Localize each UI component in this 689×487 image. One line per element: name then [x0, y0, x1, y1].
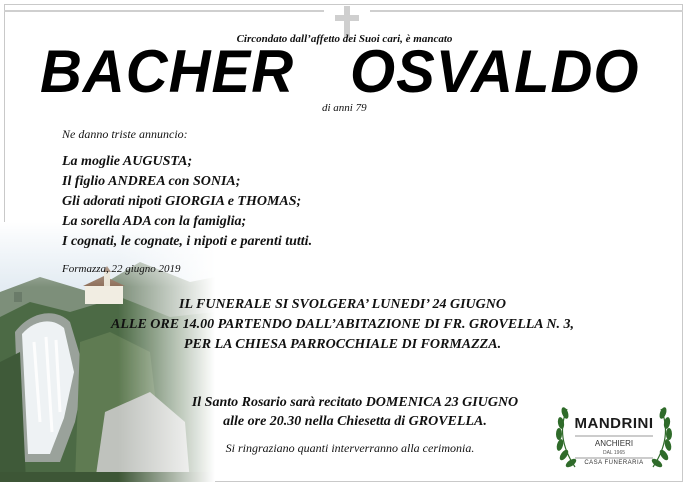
surname: BACHER	[40, 37, 295, 106]
funeral-line: ALLE ORE 14.00 PARTENDO DALL’ABITAZIONE DI FR. GROVELLA N. 3,	[111, 317, 574, 332]
funeral-home-logo	[553, 403, 675, 473]
family-item: I cognati, le cognate, i nipoti e parenti tutti.	[62, 234, 313, 249]
funeral-line: PER LA CHIESA PARROCCHIALE DI FORMAZZA.	[183, 337, 502, 352]
given-name: OSVALDO	[350, 37, 640, 106]
announce-line: Ne danno triste annuncio:	[62, 127, 188, 141]
family-item: La moglie AUGUSTA;	[62, 154, 193, 169]
family-item: Il figlio ANDREA con SONIA;	[62, 174, 241, 189]
logo-subtitle: CASA FUNERARIA	[584, 460, 644, 466]
frame-top-line-right	[370, 10, 683, 12]
rosary-info	[120, 393, 590, 431]
family-list	[62, 152, 312, 252]
logo-brand: MANDRINI	[574, 415, 654, 432]
funeral-line: IL FUNERALE SI SVOLGERA’ LUNEDI’ 24 GIUGNO	[179, 297, 506, 312]
funeral-info	[60, 295, 625, 355]
thanks-line: Si ringraziano quanti interverranno alla cerimonia.	[225, 441, 475, 455]
place-date: Formazza, 22 giugno 2019	[62, 263, 181, 275]
intro-line: Circondato dall’affetto dei Suoi cari, è mancato	[236, 33, 453, 45]
logo-city: ANCHIERI	[594, 439, 634, 448]
age-line: di anni 79	[322, 102, 367, 114]
family-item: La sorella ADA con la famiglia;	[62, 214, 247, 229]
logo-year: DAL 1965	[602, 450, 626, 456]
rosary-line: Il Santo Rosario sarà recitato DOMENICA 23 GIUGNO	[191, 395, 519, 410]
frame-top-line-left	[4, 10, 324, 12]
family-item: Gli adorati nipoti GIORGIA e THOMAS;	[62, 194, 302, 209]
rosary-line: alle ore 20.30 nella Chiesetta di GROVELLA.	[223, 414, 487, 429]
